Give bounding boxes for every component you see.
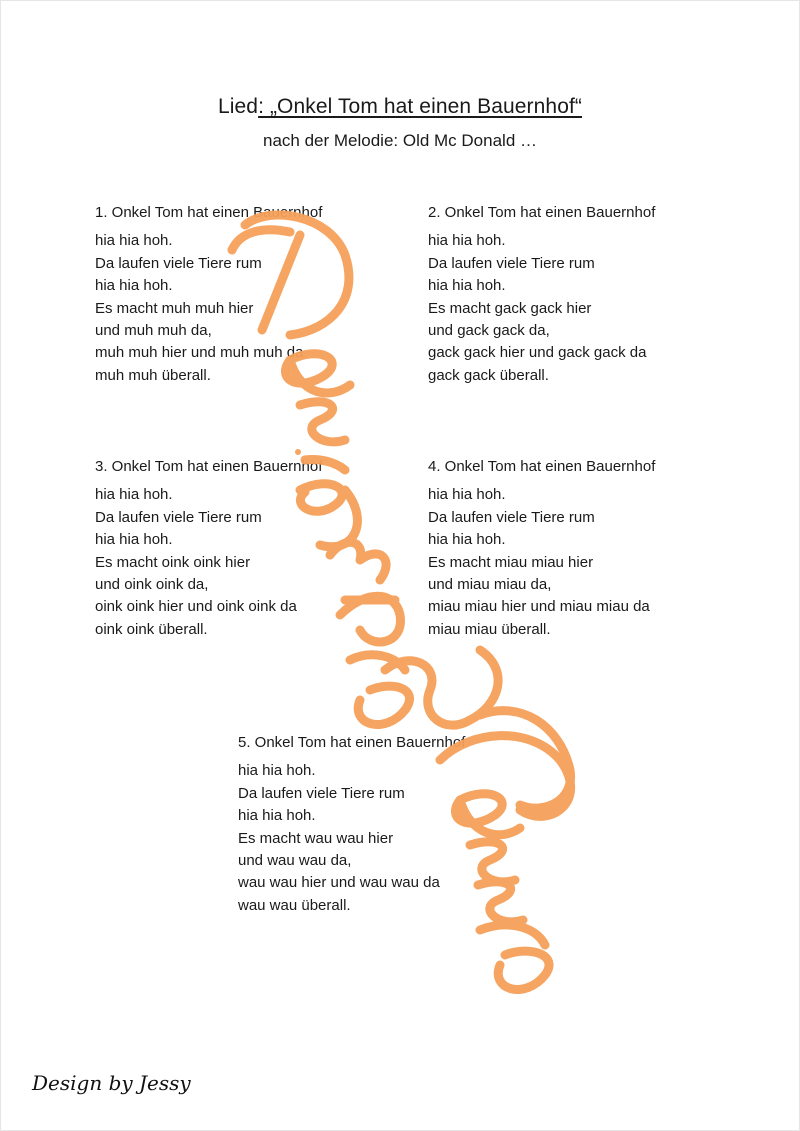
verse-line: hia hia hoh. (428, 277, 506, 295)
song-title (0, 95, 800, 119)
verse-line: und oink oink da, (95, 576, 209, 594)
verse-heading: 5. Onkel Tom hat einen Bauernhof (238, 734, 466, 751)
verse-line: hia hia hoh. (428, 486, 506, 504)
verse-line: miau miau überall. (428, 620, 551, 638)
verse-4 (428, 456, 655, 641)
verse-line: hia hia hoh. (428, 531, 506, 549)
verse-line: Es macht wau wau hier (238, 829, 394, 847)
verse-line: wau wau hier und wau wau da (238, 874, 440, 892)
verse-heading: 3. Onkel Tom hat einen Bauernhof (95, 458, 323, 475)
verse-line: und miau miau da, (428, 576, 552, 594)
song-title-prefix: Lied (217, 95, 259, 118)
verse-line: und muh muh da, (95, 322, 212, 340)
verse-line: und gack gack da, (428, 322, 550, 340)
verse-line: gack gack hier und gack gack da (428, 344, 647, 362)
verse-line: Da laufen viele Tiere rum (428, 508, 595, 526)
verse-line: oink oink hier und oink oink da (95, 598, 297, 616)
song-subtitle: nach der Melodie: Old Mc Donald … (262, 131, 538, 150)
verse-line: hia hia hoh. (95, 486, 173, 504)
verse-line: Da laufen viele Tiere rum (95, 254, 262, 272)
verse-line: miau miau hier und miau miau da (428, 598, 650, 616)
verse-line: hia hia hoh. (238, 762, 316, 780)
verse-heading: 2. Onkel Tom hat einen Bauernhof (428, 204, 656, 221)
verse-heading: 1. Onkel Tom hat einen Bauernhof (95, 204, 323, 221)
verse-line: muh muh überall. (95, 366, 211, 384)
verse-line: Da laufen viele Tiere rum (238, 784, 405, 802)
verse-line: hia hia hoh. (428, 232, 506, 250)
song-title-main: : „Onkel Tom hat einen Bauernhof“ (258, 95, 583, 118)
verse-line: wau wau überall. (238, 896, 351, 914)
footer-signature-text: Design by Jessy (32, 1071, 191, 1095)
verse-line: Es macht gack gack hier (428, 299, 592, 317)
verse-2 (428, 202, 655, 387)
verse-line: Da laufen viele Tiere rum (95, 508, 262, 526)
footer-signature (30, 1062, 200, 1102)
verse-line: hia hia hoh. (95, 531, 173, 549)
verse-line: hia hia hoh. (95, 277, 173, 295)
verse-line: hia hia hoh. (95, 232, 173, 250)
verse-line: und wau wau da, (238, 852, 352, 870)
verse-line: gack gack überall. (428, 366, 549, 384)
verse-heading: 4. Onkel Tom hat einen Bauernhof (428, 458, 656, 475)
verse-1 (95, 202, 322, 387)
verse-line: oink oink überall. (95, 620, 208, 638)
verse-line: Da laufen viele Tiere rum (428, 254, 595, 272)
verse-line: Es macht muh muh hier (95, 299, 254, 317)
verse-line: Es macht oink oink hier (95, 553, 251, 571)
verse-line: Es macht miau miau hier (428, 553, 594, 571)
verse-3 (95, 456, 322, 641)
verse-5 (238, 732, 465, 917)
verse-line: muh muh hier und muh muh da (95, 344, 304, 362)
verse-line: hia hia hoh. (238, 807, 316, 825)
